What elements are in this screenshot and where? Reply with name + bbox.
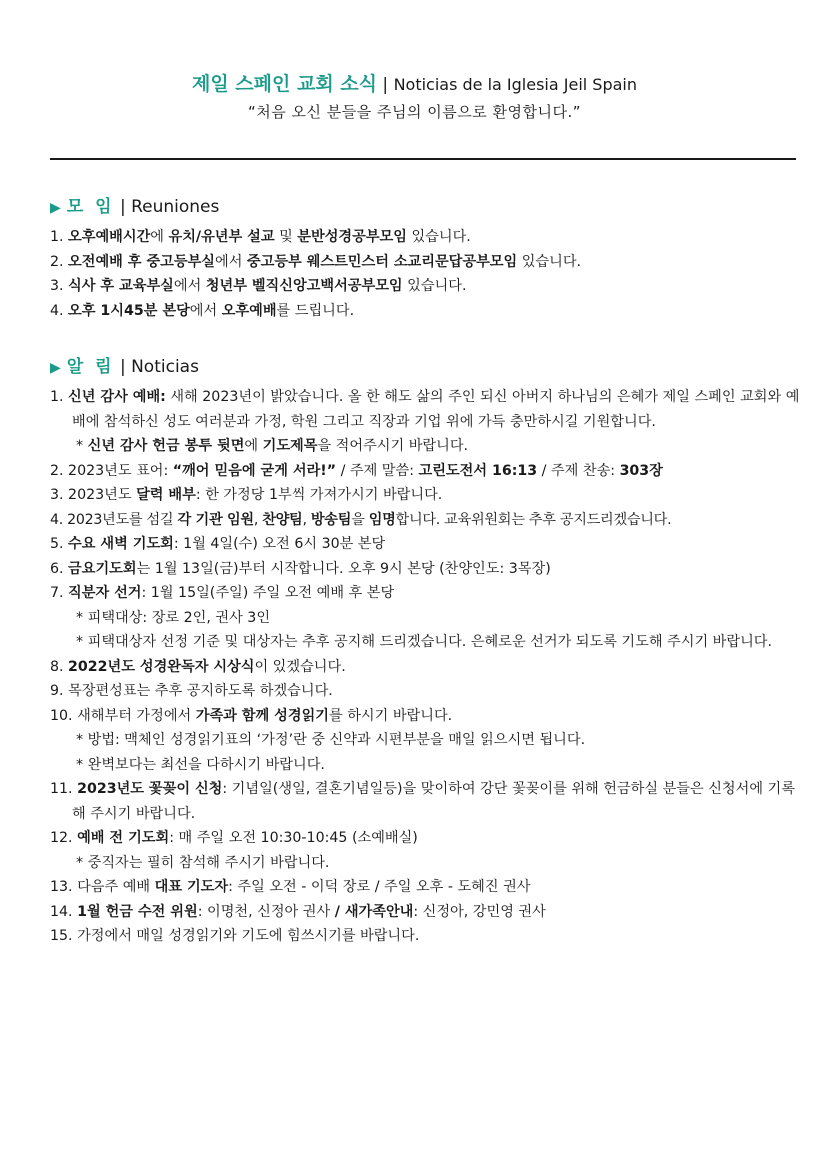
notice-item: 10. 새해부터 가정에서 가족과 함께 성경읽기를 하시기 바랍니다. [50, 707, 453, 724]
meeting-item: 3. 식사 후 교육부실에서 청년부 벨직신앙고백서공부모임 있습니다. [50, 278, 467, 294]
play-arrow-icon: ▶ [50, 360, 61, 376]
meetings-title-separator: | [114, 197, 132, 217]
notices-title-separator: | [114, 357, 132, 377]
notice-item: 8. 2022년도 성경완독자 시상식이 있겠습니다. [50, 658, 346, 675]
notices-title-korean: 알 림 [66, 357, 115, 377]
meetings-heading [50, 194, 800, 221]
notice-item: 2. 2023년도 표어: “깨어 믿음에 굳게 서라!” / 주제 말씀: 고린도전서 16:13 / 주제 찬송: 303장 [50, 462, 663, 479]
notice-item: 5. 수요 새벽 기도회: 1월 4일(수) 오전 6시 30분 본당 [50, 536, 386, 552]
notice-item: 1. 신년 감사 예배: 새해 2023년이 밝았습니다. 올 한 해도 삶의 주인 되신 아버지 하나님의 은혜가 제일 스페인 교회와 예배에 참석하신 성도 여러분과 가정, 학원 그리고 직장과 기업 위에 가득 충만하시길 기원합니다. [50, 389, 800, 430]
bulletin-header [0, 70, 829, 122]
notice-subitem: * 완벽보다는 최선을 다하시기 바랍니다. [76, 756, 325, 773]
meetings-title-korean: 모 임 [66, 197, 115, 217]
meeting-item: 4. 오후 1시45분 본당에서 오후예배를 드립니다. [50, 302, 355, 319]
bulletin-title [0, 70, 829, 99]
header-divider [50, 158, 796, 160]
notice-item: 3. 2023년도 달력 배부: 한 가정당 1부씩 가져가시기 바랍니다. [50, 487, 443, 503]
title-spanish: Noticias de la Iglesia Jeil Spain [393, 75, 638, 94]
notice-item: 6. 금요기도회는 1월 13일(금)부터 시작합니다. 오후 9시 본당 (찬양인도: 3목장) [50, 560, 551, 577]
notice-item: 11. 2023년도 꽃꽂이 신청: 기념일(생일, 결혼기념일등)을 맞이하여 강단 꽃꽂이를 위해 헌금하실 분들은 신청서에 기록해 주시기 바랍니다. [50, 781, 795, 822]
notice-subitem: * 방법: 맥체인 성경읽기표의 ‘가정’란 중 신약과 시편부분을 매일 읽으시면 됩니다. [76, 732, 586, 748]
title-korean: 제일 스페인 교회 소식 [191, 73, 378, 95]
notice-subitem: * 신년 감사 헌금 봉투 뒷면에 기도제목을 적어주시기 바랍니다. [76, 438, 469, 454]
notice-item: 7. 직분자 선거: 1월 15일(주일) 주일 오전 예배 후 본당 [50, 585, 395, 601]
notice-subitem: * 중직자는 필히 참석해 주시기 바랍니다. [76, 854, 330, 871]
notice-item: 12. 예배 전 기도회: 매 주일 오전 10:30-10:45 (소예배실) [50, 830, 418, 846]
meetings-title-spanish: Reuniones [131, 197, 220, 217]
notice-item: 13. 다음주 예배 대표 기도자: 주일 오전 - 이덕 장로 / 주일 오후 - 도혜진 권사 [50, 879, 531, 895]
title-separator: | [377, 75, 394, 95]
notices-heading [50, 354, 800, 381]
notice-item: 9. 목장편성표는 추후 공지하도록 하겠습니다. [50, 683, 333, 699]
meetings-section [50, 194, 800, 323]
welcome-subtitle: “처음 오신 분들을 주님의 이름으로 환영합니다.” [248, 103, 581, 121]
play-arrow-icon: ▶ [50, 200, 61, 216]
meeting-item: 2. 오전예배 후 중고등부실에서 중고등부 웨스트민스터 소교리문답공부모임 있습니다. [50, 253, 582, 270]
notice-subitem: * 피택대상: 장로 2인, 권사 3인 [76, 609, 271, 626]
notices-section [50, 354, 800, 949]
notice-item: 15. 가정에서 매일 성경읽기와 기도에 힘쓰시기를 바랍니다. [50, 928, 420, 944]
notice-item: 4. 2023년도를 섬길 각 기관 임원, 찬양팀, 방송팀을 임명합니다. 교육위원회는 추후 공지드리겠습니다. [50, 511, 672, 528]
notice-item: 14. 1월 헌금 수전 위원: 이명천, 신정아 권사 / 새가족안내: 신정아, 강민영 권사 [50, 903, 546, 920]
notices-title-spanish: Noticias [131, 357, 199, 377]
notice-subitem: * 피택대상자 선정 기준 및 대상자는 추후 공지해 드리겠습니다. 은혜로운 선거가 되도록 기도해 주시기 바랍니다. [76, 634, 772, 650]
meeting-item: 1. 오후예배시간에 유치/유년부 설교 및 분반성경공부모임 있습니다. [50, 229, 471, 245]
